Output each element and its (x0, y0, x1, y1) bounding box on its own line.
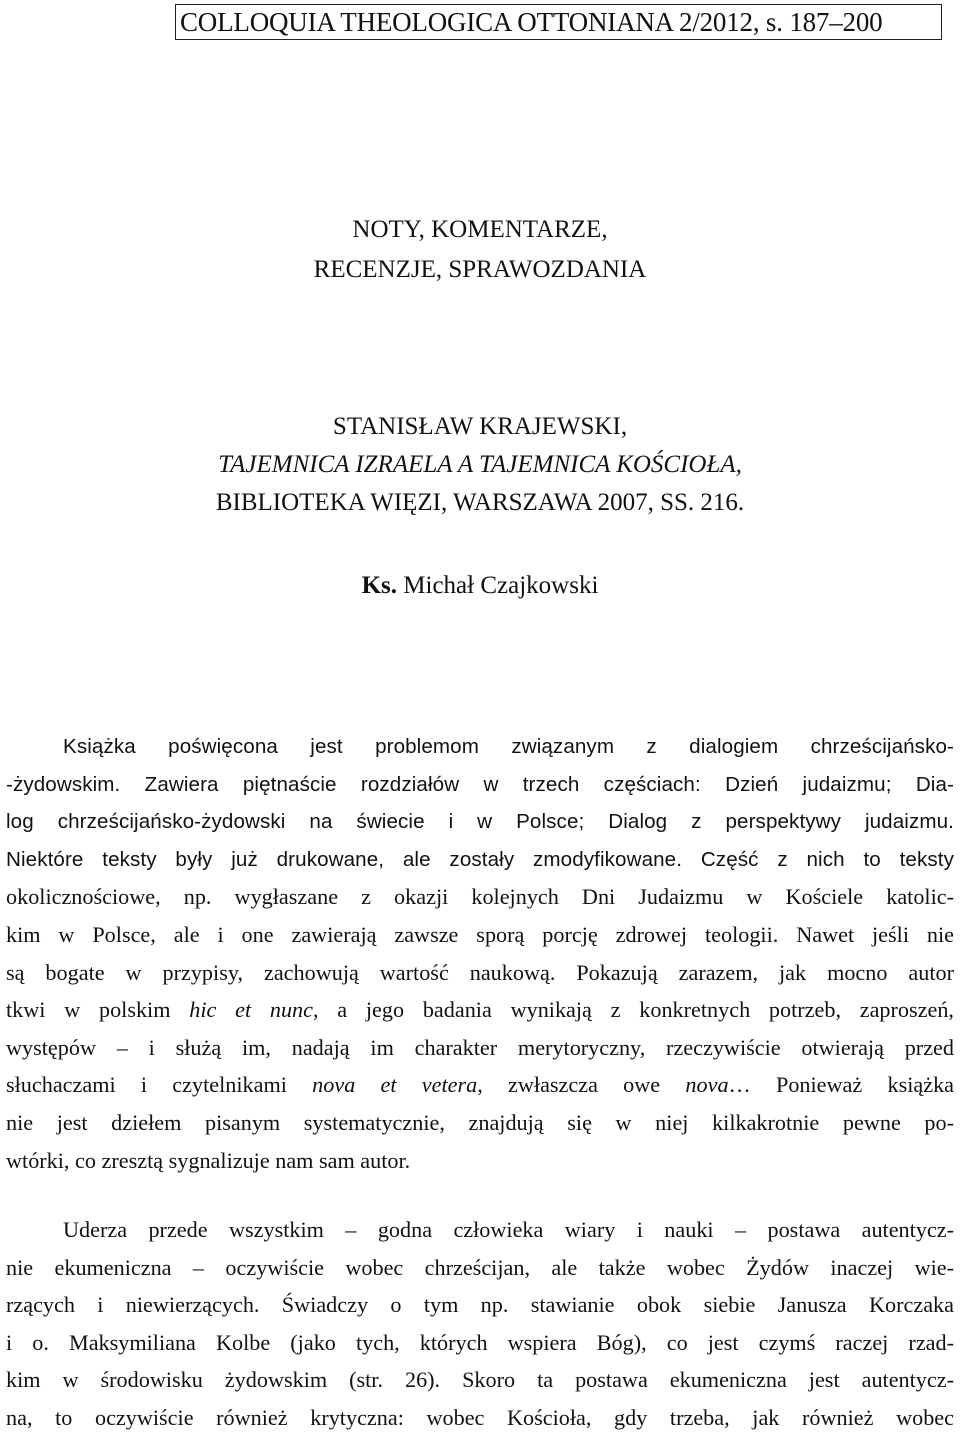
text-line: są bogate w przypisy, zachowują wartość naukową. Pokazują zarazem, jak mocno autor (6, 959, 954, 985)
text-line: Książka poświęcona jest problemom związanym z dialogiem chrześcijańsko- (63, 735, 954, 758)
journal-header: COLLOQUIA THEOLOGICA OTTONIANA 2/2012, s. 187–200 (175, 4, 942, 40)
italic-phrase: nova (685, 1072, 729, 1098)
paragraph-2 (6, 1211, 954, 1437)
text-line: nie ekumeniczna – oczywiście wobec chrześcijan, ale także wobec Żydów inaczej wie- (6, 1254, 954, 1280)
book-title-text: TAJEMNICA IZRAELA A TAJEMNICA KOŚCIOŁA, (218, 451, 742, 478)
text-fragment: , a jego badania wynikają z konkretnych potrzeb, zaproszeń, (312, 997, 954, 1023)
text-line: okolicznościowe, np. wygłaszane z okazji kolejnych Dni Judaizmu w Kościele katolic- (6, 884, 954, 910)
text-line: rzących i niewierzących. Świadczy o tym np. stawianie obok siebie Janusza Korczaka (6, 1292, 954, 1318)
book-author: STANISŁAW KRAJEWSKI, (332, 413, 628, 440)
reviewer-prefix: Ks. (361, 572, 398, 599)
text-line (6, 1066, 954, 1104)
text-line: kim w Polsce, ale i one zawierają zawsze sporą porcję zdrowej teologii. Nawet jeśli nie (6, 921, 954, 947)
text-line: i o. Maksymiliana Kolbe (jako tych, których wspiera Bóg), co jest czymś raczej rzad- (6, 1329, 954, 1355)
italic-phrase: nova et vetera (312, 1072, 478, 1098)
reviewer-name (0, 566, 960, 606)
text-fragment: … Ponieważ książka (728, 1072, 955, 1098)
text-line: Niektóre teksty były już drukowane, ale zostały zmodyfikowane. Część z nich to teksty (6, 847, 954, 871)
section-title-line-1: NOTY, KOMENTARZE, (352, 216, 608, 243)
text-line (6, 991, 954, 1029)
book-publisher: BIBLIOTEKA WIĘZI, WARSZAWA 2007, SS. 216. (215, 489, 745, 516)
text-fragment: słuchaczami i czytelnikami (6, 1072, 313, 1098)
text-line: nie jest dziełem pisanym systematycznie, znajdują się w niej kilkakrotnie pewne po- (6, 1109, 954, 1135)
text-line: na, to oczywiście również krytyczna: wobec Kościoła, gdy trzeba, jak również wobec (6, 1404, 954, 1430)
italic-phrase: hic et nunc (189, 997, 313, 1023)
section-title (0, 210, 960, 290)
text-line: wtórki, co zresztą sygnalizuje nam sam autor. (6, 1147, 411, 1173)
text-line: log chrześcijańsko-żydowski na świecie i w Polsce; Dialog z perspektywy judaizmu. (6, 810, 954, 834)
text-line: Uderza przede wszystkim – godna człowieka wiary i nauki – postawa autentycz- (63, 1217, 954, 1242)
section-title-line-2: RECENZJE, SPRAWOZDANIA (313, 256, 647, 283)
text-line: -żydowskim. Zawiera piętnaście rozdziałów w trzech częściach: Dzień judaizmu; Dia- (6, 772, 954, 796)
paragraph-1 (6, 728, 954, 1179)
text-fragment: , zwłaszcza owe (477, 1072, 686, 1098)
book-reference (0, 408, 960, 522)
text-line: kim w środowisku żydowskim (str. 26). Skoro ta postawa ekumeniczna jest autentycz- (6, 1367, 954, 1393)
text-line: występów – i służą im, nadają im charakter merytoryczny, rzeczywiście otwierają przed (6, 1034, 954, 1060)
text-fragment: tkwi w polskim (6, 997, 190, 1023)
reviewer-full-name: Michał Czajkowski (403, 572, 599, 599)
book-title (0, 446, 960, 484)
